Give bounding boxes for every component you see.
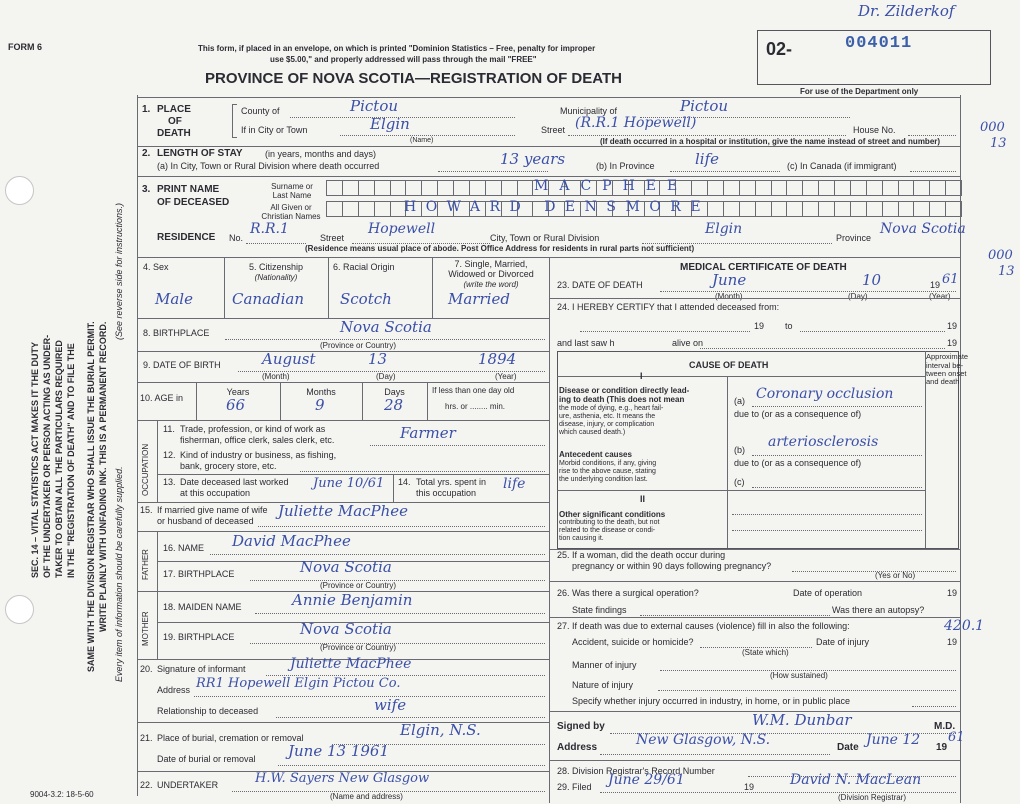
external-causes-label: 27. If death was due to external causes (violence) fill in also the following: [557, 621, 850, 631]
q12-number: 12. [163, 450, 176, 460]
of-label: OF [168, 116, 182, 127]
relationship-label: Relationship to deceased [157, 706, 259, 716]
age-years-label: Years [226, 387, 250, 397]
classification-code: 420.1 [944, 618, 985, 634]
residence-note: (Residence means usual place of abode. Post Office Address for residents in rural parts not sufficient) [305, 244, 695, 253]
mother-birthplace-label: 19. BIRTHPLACE [163, 632, 235, 642]
mailing-notice-line2: use $5.00," and properly addressed will pass through the mail "FREE" [270, 55, 537, 64]
less-than-day-label: If less than one day old [432, 386, 515, 395]
dob-month-value: August [262, 350, 316, 368]
attended-from-year: 19 [754, 321, 765, 331]
accident-label: Accident, suicide or homicide? [572, 637, 694, 647]
death-year-prefix: 19 [930, 280, 941, 290]
part-two-label: II [640, 494, 646, 504]
of-deceased-label: OF DECEASED [157, 197, 230, 208]
informant-signature-value: Juliette MacPhee [290, 656, 412, 672]
burial-date-label: Date of burial or removal [157, 754, 256, 764]
city-town-label: If in City or Town [241, 125, 308, 135]
residence-no-label: No. [229, 233, 244, 243]
cause-a-label: (a) [734, 396, 745, 406]
hospital-note: (If death occurred in a hospital or institution, give the name instead of street and number) [600, 137, 941, 146]
mailing-notice-line1: This form, if placed in an envelope, on which is printed "Dominion Statistics – Free, penalty for improper [198, 44, 596, 53]
dob-month-caption: (Month) [262, 372, 290, 381]
immediate-cause-label: Disease or condition directly lead- [559, 386, 690, 395]
age-months-label: Months [306, 387, 336, 397]
age-months-value: 9 [315, 396, 325, 414]
death-month-caption: (Month) [715, 292, 743, 301]
marital-label-2: Widowed or Divorced [448, 269, 534, 279]
city-name-caption: (Name) [410, 137, 434, 144]
q22-number: 22. [140, 780, 153, 790]
citizenship-value: Canadian [232, 290, 305, 308]
last-worked-value: June 10/61 [313, 476, 385, 491]
signed-by-label: Signed by [557, 721, 605, 732]
state-findings-label: State findings [572, 605, 627, 615]
margin-code-mid: 000 [988, 248, 1013, 263]
side-text-line6: WRITE PLAINLY WITH UNFADING INK. THIS IS A PERMANENT RECORD. [98, 321, 108, 632]
death-year-value: 61 [942, 272, 959, 287]
stay-unit-note: (in years, months and days) [265, 149, 377, 159]
death-year-caption: (Year) [929, 292, 951, 301]
state-which-caption: (State which) [742, 648, 789, 657]
physician-address-value: New Glasgow, N.S. [636, 732, 771, 748]
undertaker-caption: (Name and address) [330, 792, 403, 801]
house-number-label: House No. [853, 125, 896, 135]
antecedent-label-4: the underlying condition last. [559, 476, 648, 483]
interval-label: Approximate [926, 352, 969, 361]
immediate-cause-label-6: which caused death.) [559, 429, 626, 436]
given-names-value: HOWARD DENSMORE [404, 199, 711, 215]
father-birthplace-caption: (Province or Country) [320, 581, 397, 590]
filed-label: 29. Filed [557, 782, 592, 792]
registration-prefix: 02- [766, 39, 793, 59]
mother-maiden-label: 18. MAIDEN NAME [163, 602, 242, 612]
spouse-value: Juliette MacPhee [278, 502, 409, 520]
years-in-occupation-value: life [503, 476, 526, 492]
citizenship-label: 5. Citizenship [248, 262, 304, 272]
physician-signature: W.M. Dunbar [752, 711, 852, 729]
stay-province-label: (b) In Province [596, 161, 655, 171]
interval-label-3: tween onset [926, 369, 967, 378]
binder-hole-bottom [5, 595, 34, 624]
street-label: Street [541, 125, 566, 135]
attended-to-label: to [785, 321, 793, 331]
q14-label: Total yrs. spent in [416, 477, 487, 487]
attended-to-year: 19 [947, 321, 958, 331]
q11-number: 11. [163, 424, 175, 434]
informant-address-value: RR1 Hopewell Elgin Pictou Co. [196, 676, 401, 691]
print-name-label: PRINT NAME [157, 184, 220, 195]
municipality-value: Pictou [680, 97, 729, 115]
city-town-value: Elgin [370, 115, 410, 133]
q13-label: Date deceased last worked [180, 477, 289, 487]
death-month-value: June [712, 271, 747, 289]
binder-hole-top [5, 176, 34, 205]
mother-birthplace-value: Nova Scotia [300, 620, 392, 638]
marital-status-value: Married [448, 290, 510, 308]
residence-street-value: Hopewell [368, 221, 436, 237]
age-years-value: 66 [226, 396, 246, 414]
sex-value: Male [155, 290, 193, 308]
dob-day-caption: (Day) [376, 372, 396, 381]
how-sustained-caption: (How sustained) [770, 671, 828, 680]
antecedent-label-3: rise to the above cause, stating [559, 468, 656, 475]
spouse-label-2: or husband of deceased [157, 516, 254, 526]
side-text-line5: SAME WITH THE DIVISION REGISTRAR WHO SHALL ISSUE THE BURIAL PERMIT. [86, 321, 96, 672]
certificate-year-prefix: 19 [936, 742, 948, 753]
nature-of-injury-label: Nature of injury [572, 680, 634, 690]
citizenship-sub-label: (Nationality) [254, 273, 298, 282]
q20-number: 20. [140, 664, 153, 674]
q12-label: Kind of industry or business, as fishing, [180, 450, 337, 460]
residence-street-label: Street [320, 233, 345, 243]
length-of-stay-label: LENGTH OF STAY [157, 148, 243, 159]
side-text-line8: (See reverse side for instructions.) [114, 202, 124, 340]
immediate-cause-label-5: disease, injury, or complication [559, 421, 655, 428]
last-saw-label: and last saw h [557, 338, 615, 348]
stay-city-value: 13 years [500, 150, 566, 168]
autopsy-question: Was there an autopsy? [832, 605, 925, 615]
certificate-year-value: 61 [948, 730, 965, 745]
injury-place-label: Specify whether injury occurred in industry, in home, or in public place [572, 696, 850, 706]
surgical-operation-question: 26. Was there a surgical operation? [557, 588, 699, 598]
side-text-line7: Every item of information should be carefully supplied. [114, 466, 124, 682]
side-text-line2: OF THE UNDERTAKER OR PERSON ACTING AS UNDER- [42, 334, 52, 578]
relationship-value: wife [374, 696, 407, 714]
immediate-cause-label-4: ure, asthenia, etc. It means the [559, 413, 656, 420]
q13-number: 13. [163, 477, 176, 487]
stay-province-value: life [695, 150, 720, 168]
operation-date-label: Date of operation [793, 588, 863, 598]
residence-no-value: R.R.1 [250, 221, 289, 237]
mother-birthplace-caption: (Province or Country) [320, 643, 397, 652]
mother-maiden-value: Annie Benjamin [292, 591, 413, 609]
hours-minutes-label: hrs. or ........ min. [445, 402, 506, 411]
registrar-initials: Dr. Zilderkof [858, 2, 955, 20]
q15-number: 15. [140, 505, 153, 515]
street-value: (R.R.1 Hopewell) [575, 115, 697, 131]
given-label: All Given or [270, 203, 312, 212]
interval-label-2: interval be- [926, 361, 964, 370]
division-registrar-caption: (Division Registrar) [838, 793, 907, 802]
sex-label: 4. Sex [143, 262, 169, 272]
burial-place-label: Place of burial, cremation or removal [157, 733, 304, 743]
undertaker-value: H.W. Sayers New Glasgow [255, 771, 430, 786]
cause-a-value: Coronary occlusion [756, 386, 894, 402]
burial-date-value: June 13 1961 [288, 742, 390, 760]
due-to-a-label: due to (or as a consequence of) [734, 409, 862, 419]
side-text-line4: IN THE "REGISTRATION OF DEATH" AND TO FILE THE [66, 343, 76, 578]
death-day-value: 10 [862, 271, 882, 289]
other-conditions-label: Other significant conditions [559, 510, 666, 519]
immediate-cause-label-3: the mode of dying, e.g., heart fail- [559, 405, 664, 412]
stay-city-label: (a) In City, Town or Rural Division where death occurred [157, 161, 380, 171]
registration-number: 004011 [845, 34, 913, 53]
q21-number: 21. [140, 733, 153, 743]
division-registrar-signature: David N. MacLean [790, 772, 922, 788]
side-text-line1: SEC. 14 – VITAL STATISTICS ACT MAKES IT THE DUTY [30, 341, 40, 578]
pregnancy-question: 25. If a woman, did the death occur during [557, 550, 726, 560]
dob-year-caption: (Year) [495, 372, 517, 381]
q12-label-2: bank, grocery store, etc. [180, 461, 277, 471]
q11-label: Trade, profession, or kind of work as [180, 424, 326, 434]
form-title: PROVINCE OF NOVA SCOTIA—REGISTRATION OF DEATH [205, 70, 622, 87]
spouse-label: If married give name of wife [157, 505, 268, 515]
medical-certificate-title: MEDICAL CERTIFICATE OF DEATH [680, 262, 847, 273]
interval-label-4: and death [926, 377, 960, 386]
department-use-caption: For use of the Department only [800, 87, 919, 96]
antecedent-label-2: Morbid conditions, if any, giving [559, 460, 657, 467]
father-name-label: 16. NAME [163, 543, 205, 553]
q11-label-2: fisherman, office clerk, sales clerk, etc. [180, 435, 335, 445]
cause-b-value: arteriosclerosis [768, 434, 879, 450]
q13-label-2: at this occupation [180, 488, 251, 498]
date-of-birth-label: 9. DATE OF BIRTH [143, 360, 221, 370]
due-to-b-label: due to (or as a consequence of) [734, 458, 862, 468]
alive-on-label: alive on [672, 338, 704, 348]
operation-year-prefix: 19 [947, 588, 958, 598]
informant-signature-label: Signature of informant [157, 664, 246, 674]
registrar-record-number-label: 28. Division Registrar's Record Number [557, 766, 715, 776]
certificate-date-label: Date [837, 742, 859, 753]
dob-year-value: 1894 [478, 350, 517, 368]
residence-province-label: Province [836, 233, 872, 243]
q1-number: 1. [142, 104, 151, 115]
surname-label: Surname or [271, 182, 313, 191]
part-one-label: I [640, 371, 643, 381]
age-days-value: 28 [384, 396, 404, 414]
q2-number: 2. [142, 148, 151, 159]
pregnancy-question-2: pregnancy or within 90 days following pregnancy? [572, 561, 772, 571]
residence-province-value: Nova Scotia [880, 221, 966, 237]
other-conditions-label-3: related to the disease or condi- [559, 527, 656, 534]
injury-year-prefix: 19 [947, 637, 958, 647]
q3-number: 3. [142, 184, 151, 195]
filed-year-prefix: 19 [744, 782, 755, 792]
father-side-label: FATHER [141, 549, 150, 580]
surname-value: MACPHEE [534, 178, 689, 194]
margin-code-top: 000 [980, 120, 1005, 135]
given-label-2: Christian Names [261, 212, 321, 221]
county-value: Pictou [350, 97, 399, 115]
death-day-caption: (Day) [848, 292, 868, 301]
immediate-cause-label-2: ing to death (This does not mean [559, 395, 685, 404]
md-label: M.D. [934, 721, 956, 732]
q14-label-2: this occupation [416, 488, 477, 498]
certificate-date-value: June 12 [866, 732, 921, 748]
dob-day-value: 13 [368, 350, 388, 368]
antecedent-label: Antecedent causes [559, 450, 632, 459]
margin-code-top2: 13 [990, 136, 1007, 151]
stay-canada-label: (c) In Canada (if immigrant) [787, 161, 897, 171]
q14-number: 14. [398, 477, 411, 487]
form-print-code: 9004-3.2: 18-5-60 [30, 790, 94, 799]
injury-date-label: Date of injury [816, 637, 870, 647]
birthplace-caption: (Province or Country) [320, 341, 397, 350]
death-label: DEATH [157, 128, 191, 139]
father-birthplace-value: Nova Scotia [300, 558, 392, 576]
cause-b-label: (b) [734, 445, 745, 455]
margin-code-mid2: 13 [998, 264, 1015, 279]
marital-label: 7. Single, Married, [454, 259, 528, 269]
physician-address-label: Address [557, 742, 598, 753]
alive-on-year: 19 [947, 338, 958, 348]
racial-origin-label: 6. Racial Origin [333, 262, 395, 272]
filed-date-value: June 29/61 [608, 772, 685, 788]
residence-label: RESIDENCE [157, 232, 216, 243]
residence-city-label: City, Town or Rural Division [490, 233, 600, 243]
birthplace-label: 8. BIRTHPLACE [143, 328, 210, 338]
side-text-line3: TAKER TO OBTAIN ALL THE PARTICULARS REQUIRED [54, 340, 64, 578]
father-name-value: David MacPhee [232, 532, 351, 550]
father-birthplace-label: 17. BIRTHPLACE [163, 569, 235, 579]
other-conditions-label-2: contributing to the death, but not [559, 519, 660, 526]
undertaker-label: UNDERTAKER [157, 780, 219, 790]
age-label: 10. AGE in [140, 393, 184, 403]
burial-place-value: Elgin, N.S. [400, 721, 481, 739]
municipality-label: Municipality of [560, 106, 618, 116]
age-days-label: Days [384, 387, 405, 397]
surname-label-2: Last Name [272, 191, 312, 200]
occupation-value: Farmer [400, 424, 456, 442]
informant-address-label: Address [157, 685, 191, 695]
cause-c-label: (c) [734, 477, 745, 487]
date-of-death-label: 23. DATE OF DEATH [557, 280, 643, 290]
birthplace-value: Nova Scotia [340, 318, 432, 336]
occupation-side-label: OCCUPATION [141, 443, 150, 496]
form-label: FORM 6 [8, 42, 43, 52]
certify-label: 24. I HEREBY CERTIFY that I attended deceased from: [557, 302, 780, 312]
other-conditions-label-4: tion causing it. [559, 535, 604, 542]
racial-origin-value: Scotch [340, 290, 392, 308]
cause-of-death-title: CAUSE OF DEATH [689, 360, 769, 370]
residence-city-value: Elgin [705, 221, 743, 237]
pregnancy-yes-no-caption: (Yes or No) [875, 571, 916, 580]
place-label: PLACE [157, 104, 191, 115]
county-label: County of [241, 106, 280, 116]
manner-of-injury-label: Manner of injury [572, 660, 637, 670]
mother-side-label: MOTHER [141, 611, 150, 646]
marital-label-3: (write the word) [463, 280, 519, 289]
